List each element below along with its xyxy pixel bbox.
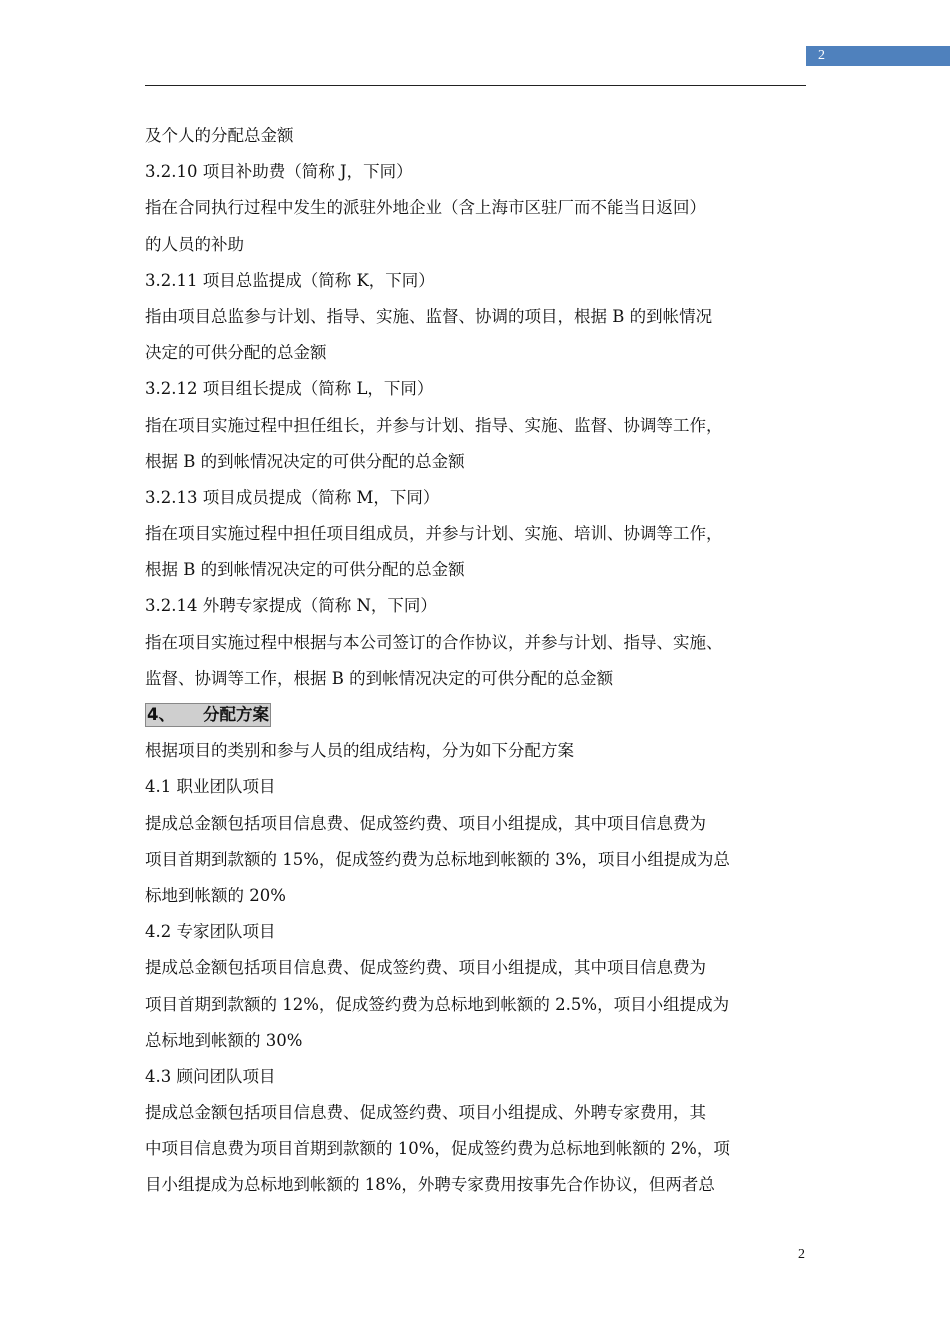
section-title: 分配方案	[203, 705, 269, 724]
text-line: 标地到帐额的 20%	[145, 885, 286, 905]
header-rule	[145, 85, 806, 86]
text-line: 根据项目的类别和参与人员的组成结构，分为如下分配方案	[145, 741, 574, 761]
text-line: 指由项目总监参与计划、指导、实施、监督、协调的项目，根据 B 的到帐情况	[145, 306, 713, 326]
section-heading-box	[145, 703, 271, 727]
text-line: 3.2.11 项目总监提成（简称 K，下同）	[145, 270, 435, 290]
text-line: 指在项目实施过程中担任项目组成员，并参与计划、实施、培训、协调等工作，	[145, 524, 723, 544]
footer-page-number: 2	[798, 1247, 805, 1262]
text-line: 及个人的分配总金额	[145, 126, 294, 145]
text-line: 4.2 专家团队项目	[145, 922, 276, 942]
text-line: 3.2.13 项目成员提成（简称 M，下同）	[145, 487, 440, 507]
text-line: 根据 B 的到帐情况决定的可供分配的总金额	[145, 451, 465, 471]
text-line: 总标地到帐额的 30%	[145, 1030, 303, 1050]
text-line: 3.2.14 外聘专家提成（简称 N，下同）	[145, 596, 437, 616]
text-line: 目小组提成为总标地到帐额的 18%，外聘专家费用按事先合作协议，但两者总	[145, 1175, 715, 1195]
text-line: 提成总金额包括项目信息费、促成签约费、项目小组提成、外聘专家费用，其	[145, 1103, 706, 1123]
text-line: 中项目信息费为项目首期到款额的 10%，促成签约费为总标地到帐额的 2%，项	[145, 1139, 730, 1159]
text-line: 根据 B 的到帐情况决定的可供分配的总金额	[145, 560, 465, 580]
text-line: 指在项目实施过程中担任组长，并参与计划、指导、实施、监督、协调等工作，	[145, 415, 723, 435]
document-body	[145, 118, 825, 1204]
text-line: 3.2.10 项目补助费（简称 J，下同）	[145, 162, 413, 182]
text-line: 项目首期到款额的 15%，促成签约费为总标地到帐额的 3%，项目小组提成为总	[145, 849, 730, 869]
text-line: 提成总金额包括项目信息费、促成签约费、项目小组提成，其中项目信息费为	[145, 958, 706, 978]
section-heading	[145, 697, 825, 733]
text-line: 决定的可供分配的总金额	[145, 343, 327, 363]
header-page-badge: 2	[806, 46, 950, 66]
text-line: 3.2.12 项目组长提成（简称 L，下同）	[145, 379, 434, 399]
text-line: 指在项目实施过程中根据与本公司签订的合作协议，并参与计划、指导、实施、	[145, 632, 723, 652]
section-number: 4、	[147, 705, 175, 724]
text-line: 4.3 顾问团队项目	[145, 1066, 276, 1086]
text-line: 监督、协调等工作，根据 B 的到帐情况决定的可供分配的总金额	[145, 668, 614, 688]
text-line: 4.1 职业团队项目	[145, 777, 276, 797]
text-line: 提成总金额包括项目信息费、促成签约费、项目小组提成，其中项目信息费为	[145, 813, 706, 833]
text-line: 的人员的补助	[145, 234, 244, 254]
text-line: 指在合同执行过程中发生的派驻外地企业（含上海市区驻厂而不能当日返回）	[145, 198, 706, 218]
text-line: 项目首期到款额的 12%，促成签约费为总标地到帐额的 2.5%，项目小组提成为	[145, 994, 730, 1014]
